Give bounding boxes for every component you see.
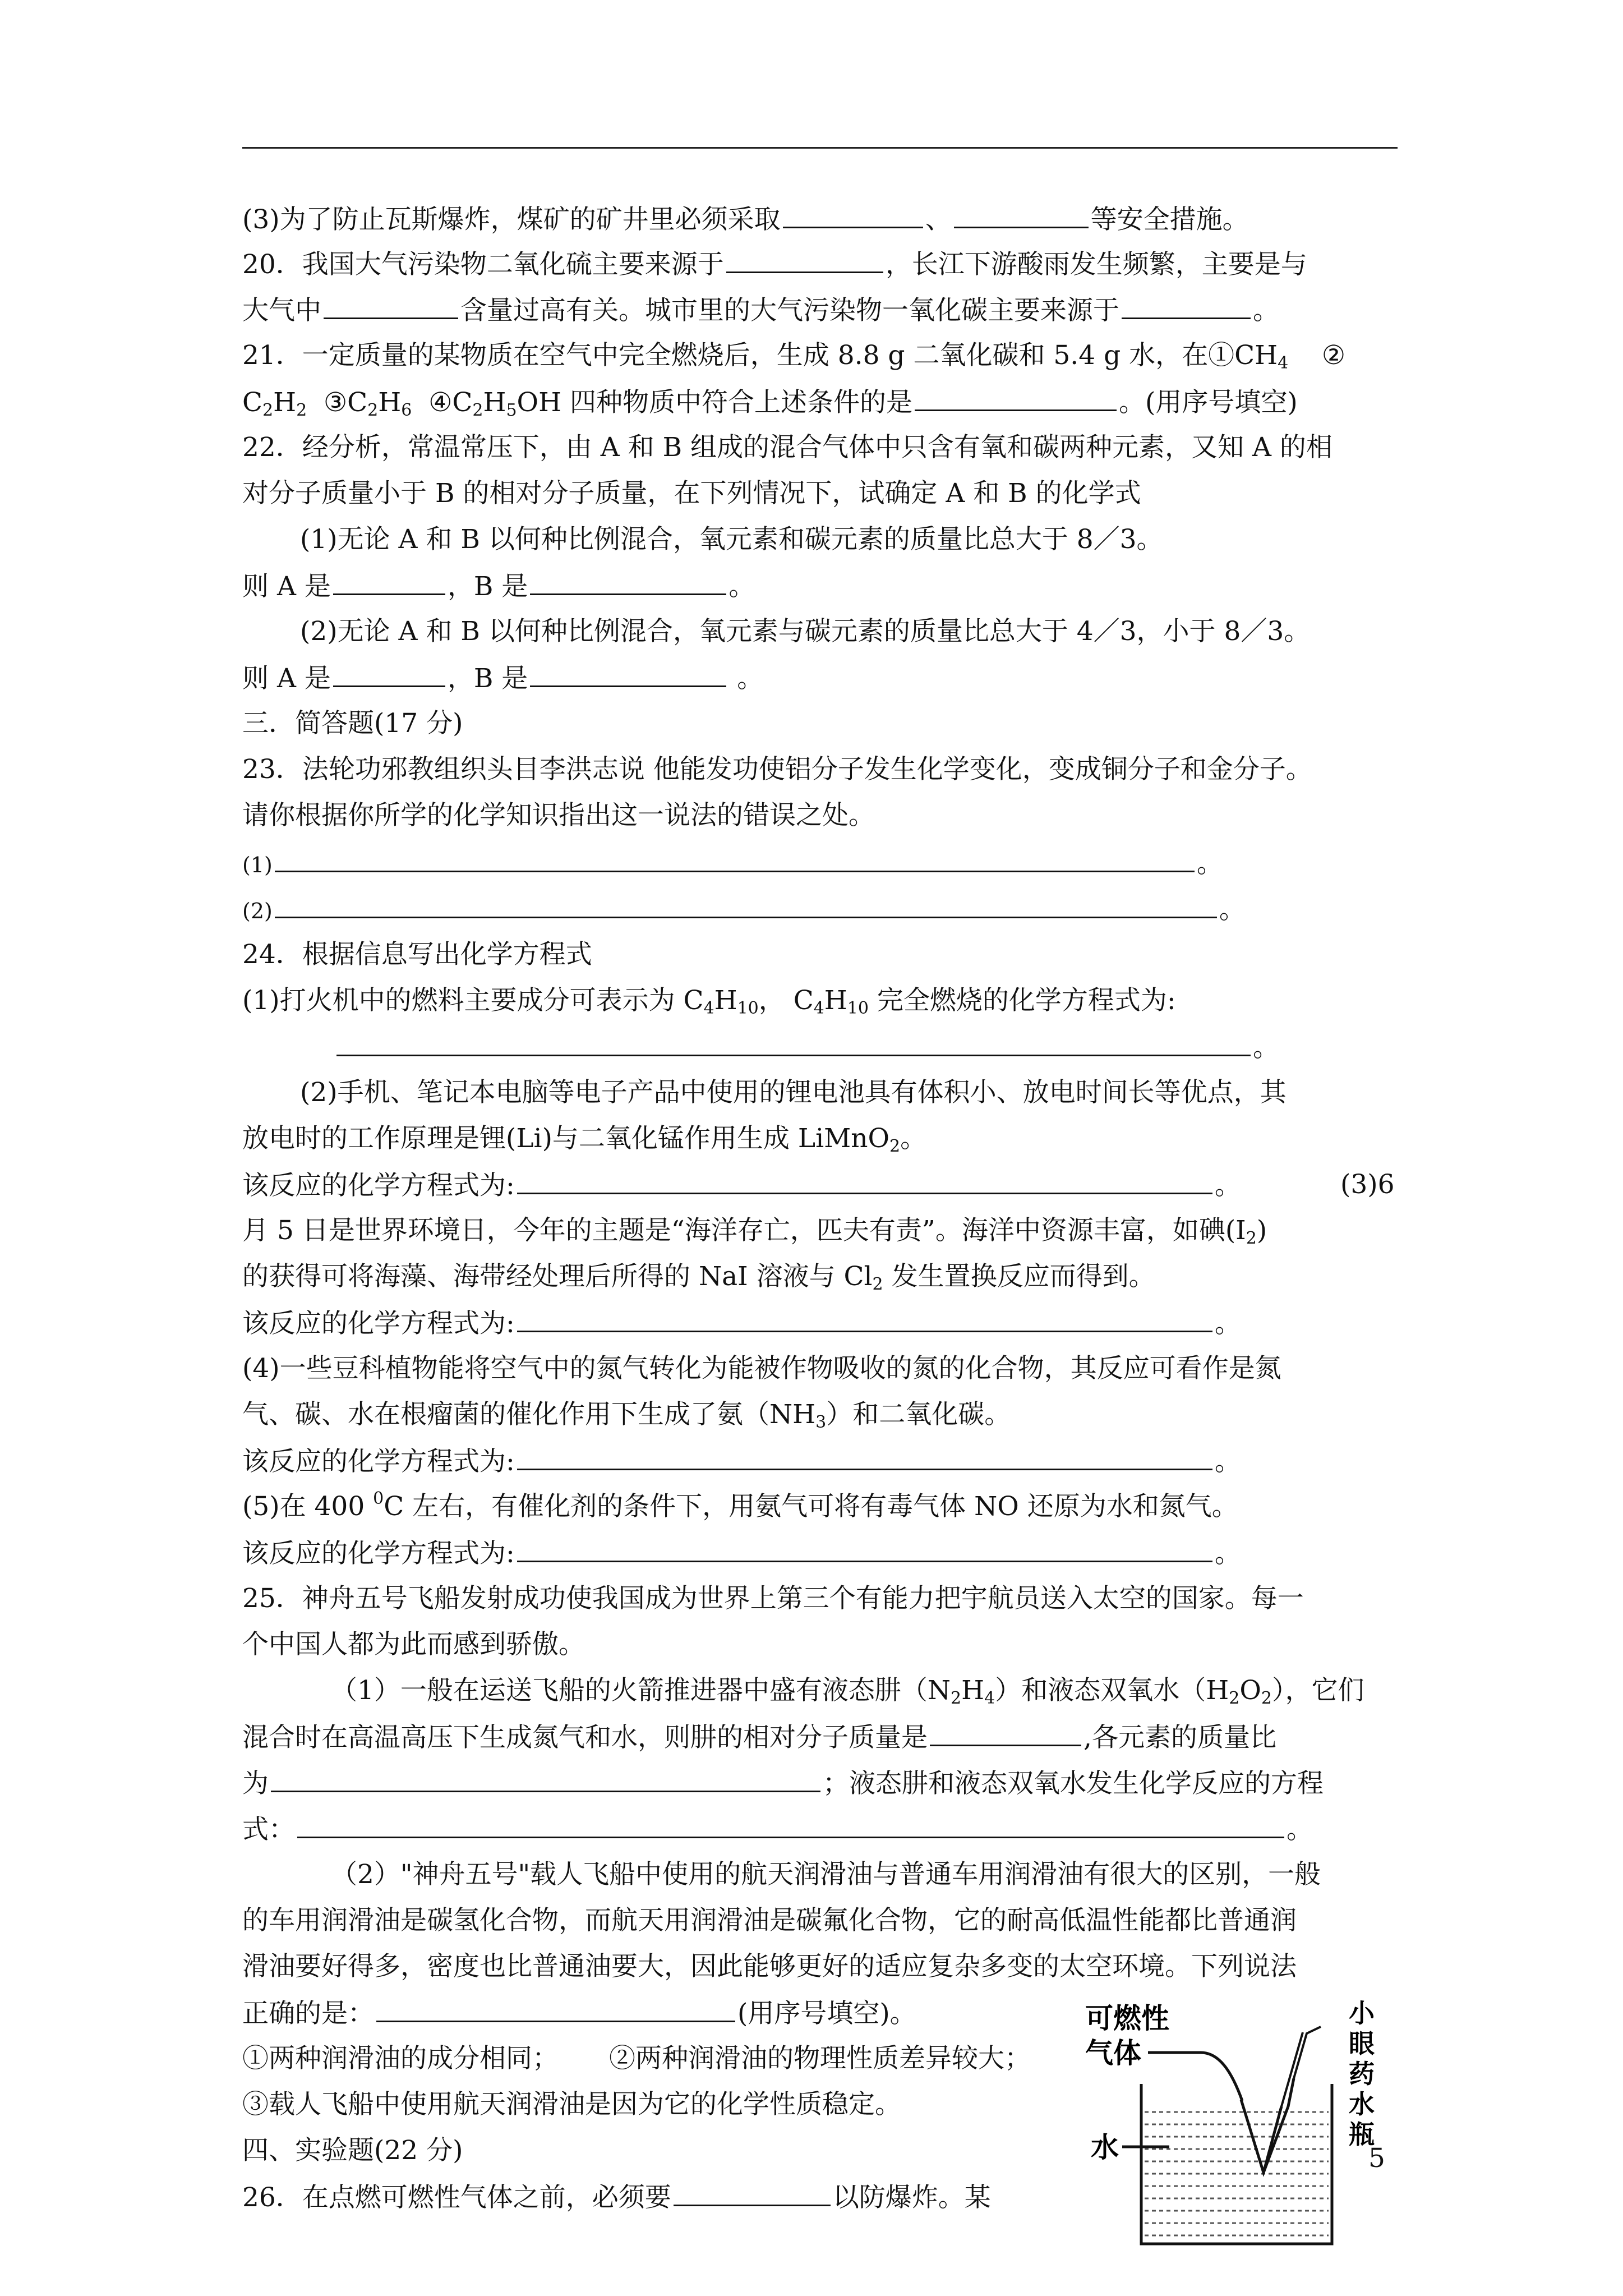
- figure-gas-label-2: 气体: [1085, 2037, 1141, 2069]
- q21-line2: $C_2H_2$ $③C_2H_6$ $④C_2H_5OH$ 四种物质中符合上述条件的是 。(用序号填空): [242, 385, 1298, 420]
- q23-line1: 23．法轮功邪教组织头目李洪志说 他能发功使铝分子发生化学变化，变成铜分子和金分子。: [242, 754, 1312, 785]
- q24-part4-line2: 气、碳、水在根瘤菌的催化作用下生成了氨$(NH_3)$和二氧化碳。: [242, 1399, 1011, 1432]
- q24-part1-answer: 。: [334, 1030, 1279, 1065]
- section4-title: 四、实验题(22 分): [242, 2135, 463, 2166]
- q24-part4-line1: (4)一些豆科植物能将空气中的氮气转化为能被作物吸收的氮的化合物，其反应可看作是氮: [242, 1353, 1281, 1384]
- answer-blank[interactable]: [530, 661, 726, 687]
- eyedrop-bottle: [1281, 2027, 1321, 2106]
- q25-part1-line1: （1）一般在运送飞船的火箭推进器中盛有液态肼$(N_2H_4)$和液态双氧水$(H_2O_2)$，它们: [331, 1675, 1364, 1708]
- q20-line2: 大气中 含量过高有关。城市里的大气污染物一氧化碳主要来源于 。: [242, 293, 1279, 328]
- answer-blank[interactable]: [726, 247, 883, 273]
- answer-blank[interactable]: [336, 1030, 1251, 1056]
- figure-bottle-label-text: 小眼药水瓶: [1349, 1998, 1375, 2150]
- q24-part5-answer: 该反应的化学方程式为: 。: [242, 1536, 1241, 1571]
- answer-blank[interactable]: [324, 293, 458, 319]
- q23-answer-1: (1) 。: [242, 846, 1223, 882]
- answer-blank[interactable]: [517, 1306, 1212, 1332]
- q24-part3-start: (3)6: [1340, 1169, 1395, 1200]
- q25-part1-line4: 式： 。: [242, 1812, 1313, 1847]
- q24-part2-line2: 放电时的工作原理是锂(Li)与二氧化锰作用生成 LiMnO$_2$。: [242, 1123, 927, 1156]
- q19-part3: (3)为了防止瓦斯爆炸，煤矿的矿井里必须采取 、 等安全措施。: [242, 202, 1249, 237]
- figure-bottle-label-vertical: [1349, 1998, 1375, 2150]
- answer-blank[interactable]: [954, 202, 1089, 228]
- answer-blank[interactable]: [271, 1766, 820, 1792]
- answer-blank[interactable]: [783, 202, 923, 228]
- q25-part2-line1: （2）"神舟五号"载人飞船中使用的航天润滑油与普通车用润滑油有很大的区别，一般: [331, 1859, 1321, 1890]
- answer-blank[interactable]: [333, 569, 445, 595]
- figure-water-label: 水: [1091, 2131, 1119, 2164]
- q20-line1: 20．我国大气污染物二氧化硫主要来源于 ，长江下游酸雨发生频繁，主要是与: [242, 247, 1307, 282]
- q24-part5: (5)在 400 $^0$C 左右，有催化剂的条件下，用氨气可将有毒气体 NO 还原为水和氮气。: [242, 1489, 1238, 1522]
- answer-blank[interactable]: [275, 892, 1217, 918]
- answer-blank[interactable]: [297, 1812, 1284, 1838]
- q24-part2-line1: (2)手机、笔记本电脑等电子产品中使用的锂电池具有体积小、放电时间长等优点，其: [300, 1077, 1287, 1108]
- water-surface: [1145, 2112, 1329, 2235]
- gas-tube: [1201, 2053, 1242, 2101]
- figure-gas-label-1: 可燃性: [1085, 2002, 1169, 2035]
- answer-blank[interactable]: [275, 846, 1195, 872]
- answer-blank[interactable]: [517, 1536, 1212, 1562]
- page-number: 5: [1368, 2143, 1385, 2174]
- q24-part3-line2: 的获得可将海藻、海带经处理后所得的 NaI 溶液与 $Cl_2$ 发生置换反应而得到。: [242, 1261, 1155, 1294]
- q22-line2: 对分子质量小于 B 的相对分子质量，在下列情况下，试确定 A 和 B 的化学式: [242, 478, 1141, 509]
- q25-part2-line3: 滑油要好得多，密度也比普通油要大，因此能够更好的适应复杂多变的太空环境。下列说法: [242, 1951, 1297, 1982]
- q24-part3-answer: 该反应的化学方程式为: 。: [242, 1306, 1241, 1341]
- q25-option-2: ②两种润滑油的物理性质差异较大；: [609, 2043, 1031, 2074]
- q25-part1-line3: 为 ；液态肼和液态双氧水发生化学反应的方程: [242, 1766, 1324, 1801]
- answer-blank[interactable]: [674, 2180, 831, 2206]
- answer-blank[interactable]: [1122, 293, 1251, 319]
- q25-line2: 个中国人都为此而感到骄傲。: [242, 1629, 585, 1660]
- q23-line2: 请你根据你所学的化学知识指出这一说法的错误之处。: [242, 800, 875, 831]
- q22-part1: (1)无论 A 和 B 以何种比例混合，氧元素和碳元素的质量比总大于 8／3。: [300, 524, 1163, 555]
- q22-part2: (2)无论 A 和 B 以何种比例混合，氧元素与碳元素的质量比总大于 4／3，小于 8／3。: [300, 616, 1311, 647]
- answer-blank[interactable]: [930, 1720, 1081, 1746]
- q25-option-3: ③载人飞船中使用航天润滑油是因为它的化学性质稳定。: [242, 2089, 901, 2120]
- q24-part2-answer: 该反应的化学方程式为: 。: [242, 1168, 1241, 1203]
- section3-title: 三．简答题(17 分): [242, 708, 463, 739]
- q21-line1: 21．一定质量的某物质在空气中完全燃烧后，生成 8.8 g 二氧化碳和 5.4 g 水，在$①CH_4$ ②: [242, 340, 1346, 373]
- water-trough: [1141, 2084, 1332, 2244]
- q22-part2-answer: 则 A 是 ，B 是 。: [242, 661, 763, 696]
- q25-part1-line2: 混合时在高温高压下生成氮气和水，则肼的相对分子质量是 ,各元素的质量比: [242, 1720, 1276, 1755]
- q24-part4-answer: 该反应的化学方程式为: 。: [242, 1444, 1241, 1479]
- q25-part2-line2: 的车用润滑油是碳氢化合物，而航天用润滑油是碳氟化合物，它的耐高低温性能都比普通润: [242, 1905, 1297, 1936]
- answer-blank[interactable]: [333, 661, 445, 687]
- q25-line1: 25．神舟五号飞船发射成功使我国成为世界上第三个有能力把宇航员送入太空的国家。每一: [242, 1583, 1304, 1614]
- q24-title: 24．根据信息写出化学方程式: [242, 939, 592, 970]
- q23-answer-2: (2) 。: [242, 892, 1246, 928]
- answer-blank[interactable]: [517, 1444, 1212, 1470]
- apparatus-diagram: [1085, 1994, 1399, 2280]
- q24-part3-line1: 月 5 日是世界环境日，今年的主题是“海洋存亡，匹夫有责”。海洋中资源丰富，如碘$(I_2)$: [242, 1215, 1267, 1248]
- q24-part1: (1)打火机中的燃料主要成分可表示为 $C_4H_{10}$， $C_4H_{10}$ 完全燃烧的化学方程式为:: [242, 985, 1176, 1018]
- answer-blank[interactable]: [517, 1168, 1212, 1194]
- header-rule: [242, 147, 1398, 149]
- q25-option-1: ①两种润滑油的成分相同；: [242, 2043, 559, 2074]
- answer-blank[interactable]: [915, 385, 1117, 411]
- answer-blank[interactable]: [530, 569, 726, 595]
- q26-line1: 26．在点燃可燃性气体之前，必须要 以防爆炸。某: [242, 2180, 991, 2215]
- q25-options-row1: [242, 2042, 1031, 2076]
- answer-blank[interactable]: [376, 1996, 735, 2022]
- q22-part1-answer: 则 A 是 ，B 是 。: [242, 569, 755, 604]
- q25-part2-line4: 正确的是： (用序号填空)。: [242, 1996, 916, 2031]
- q22-line1: 22．经分析，常温常压下，由 A 和 B 组成的混合气体中只含有氧和碳两种元素，又知 A 的相: [242, 432, 1332, 463]
